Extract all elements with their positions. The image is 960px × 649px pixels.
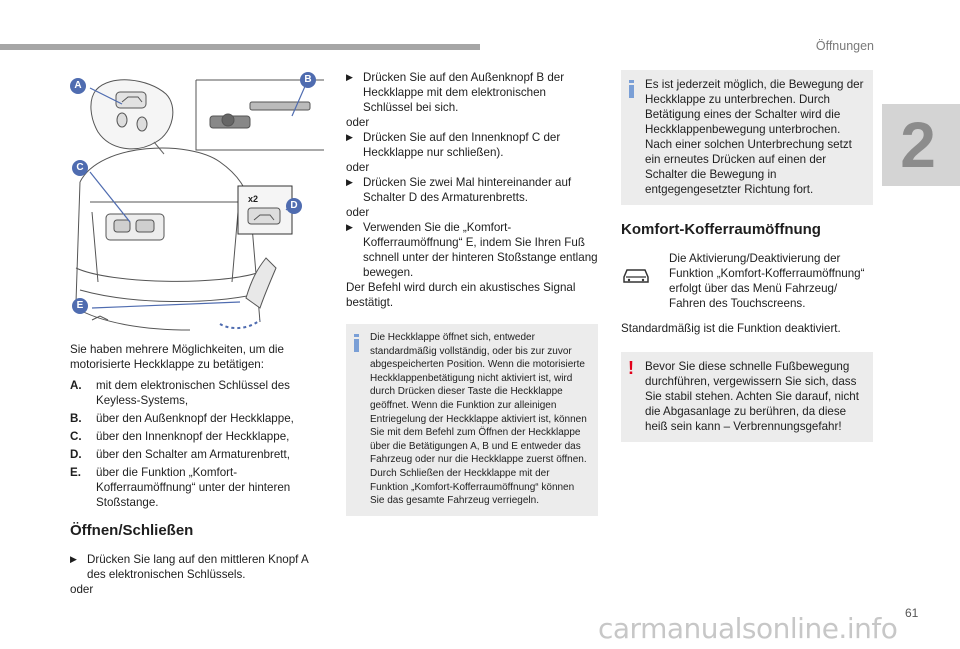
bullet-arrow-icon: ▶ <box>346 132 353 142</box>
bullet-arrow-icon: ▶ <box>70 554 77 564</box>
chapter-number: 2 <box>900 109 936 181</box>
confirm-text: Der Befehl wird durch ein akustisches Signal bestätigt. <box>346 281 576 309</box>
column-1 <box>70 72 324 597</box>
label-d: D <box>286 198 302 214</box>
warning-icon: ! <box>628 358 634 378</box>
oder-text: oder <box>70 583 94 596</box>
bullet-arrow-icon: ▶ <box>346 72 353 82</box>
step-key-a: ▶ Drücken Sie lang auf den mittleren Knopf A des elektronischen Schlüssels. <box>70 553 309 581</box>
bullet-arrow-icon: ▶ <box>346 222 353 232</box>
list-item: C. über den Innenknopf der Heckklappe, <box>70 430 290 443</box>
x2-badge: x2 <box>248 194 259 204</box>
header-rule <box>0 44 480 50</box>
label-b: B <box>300 72 316 88</box>
list-item: B. über den Außenknopf der Heckklappe, <box>70 412 294 425</box>
watermark-text: carmanualsonline.info <box>598 612 898 645</box>
column-2 <box>346 70 598 516</box>
info-text: Die Heckklappe öffnet sich, entweder standardmäßig vollständig, oder bis zur zuvor abgespeicherten Position. Wenn die motorisierte Heckklappenbetätigung nicht aktiviert ist, wird durch Drücken dieser Taste die Heckklappe geöffnet. Wenn die Funktion zur alleinigen Entriegelung der Heckklappe aktiviert ist, können Sie mit dem Befehl zum Öffnen der Heckklappe über die Betätigungen A, B und E entweder das Fahrzeug oder nur die Heckklappe zuerst öffnen. Durch Schließen der Heckklappe mit der Funktion „Komfort-Kofferraumöffnung“ können Sie das gesamte Fahrzeug verriegeln. <box>370 332 587 507</box>
section-title-comfort: Komfort-Kofferraumöffnung <box>621 221 821 238</box>
info-icon <box>629 80 635 98</box>
default-text: Standardmäßig ist die Funktion deaktiviert. <box>621 322 841 335</box>
info-text: Es ist jederzeit möglich, die Bewegung der Heckklappe zu unterbrechen. Durch Betätigung eines der Schalter wird die Heckklappenbewegung unterbrochen. Nach einer solchen Unterbrechung setzt ein erneutes Drücken auf einen der Schalter die Bewegung in entgegengesetzter Richtung fort. <box>645 78 864 196</box>
tailgate-illustration <box>70 72 324 336</box>
step-button-b: ▶ Drücken Sie auf den Außenknopf B der Heckklappe mit dem elektronischen Schlüssel bei sich. <box>346 71 565 114</box>
options-list <box>70 378 324 510</box>
label-c: C <box>72 160 88 176</box>
label-e: E <box>72 298 88 314</box>
section-title-open-close: Öffnen/Schließen <box>70 522 194 539</box>
oder-text: oder <box>346 161 370 174</box>
column-3 <box>621 70 873 442</box>
warning-text: Bevor Sie diese schnelle Fußbewegung durchführen, vergewissern Sie sich, dass Sie stabil stehen. Achten Sie darauf, nicht die Abgasanlage zu berühren, da diese heiß sein kann – Verbrennungsgefahr! <box>645 360 859 433</box>
info-box-tailgate <box>346 324 598 516</box>
warning-box <box>621 352 873 442</box>
oder-text: oder <box>346 116 370 129</box>
bullet-arrow-icon: ▶ <box>346 177 353 187</box>
list-item: A. mit dem elektronischen Schlüssel des Keyless-Systems, <box>70 379 290 407</box>
list-item: D. über den Schalter am Armaturenbrett, <box>70 448 290 461</box>
step-comfort-e: ▶ Verwenden Sie die „Komfort-Kofferraumöffnung“ E, indem Sie Ihren Fuß schnell unter der hinteren Stoßstange entlang bewegen. <box>346 221 598 279</box>
intro-text: Sie haben mehrere Möglichkeiten, um die motorisierte Heckklappe zu betätigen: <box>70 343 284 371</box>
step-switch-d: ▶ Drücken Sie zwei Mal hintereinander auf Schalter D des Armaturenbretts. <box>346 176 572 204</box>
section-header-title: Öffnungen <box>815 39 874 53</box>
car-settings-icon <box>621 251 669 311</box>
info-box-interrupt <box>621 70 873 205</box>
activation-text: Die Aktivierung/Deaktivierung der Funktion „Komfort-Kofferraumöffnung“ erfolgt über das Menü Fahrzeug/ Fahren des Touchscreens. <box>669 252 865 310</box>
oder-text: oder <box>346 206 370 219</box>
page-number: 61 <box>905 606 919 620</box>
label-a: A <box>70 78 86 94</box>
list-item: E. über die Funktion „Komfort-Kofferraumöffnung“ unter der hinteren Stoßstange. <box>70 466 291 509</box>
comfort-activation <box>621 251 873 311</box>
step-button-c: ▶ Drücken Sie auf den Innenknopf C der Heckklappe nur schließen). <box>346 131 561 159</box>
info-icon <box>354 334 360 352</box>
